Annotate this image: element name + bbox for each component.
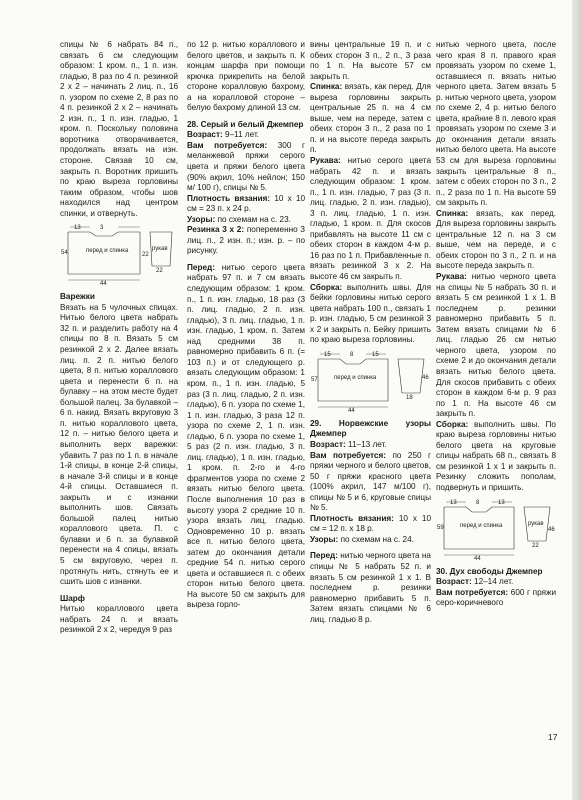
diagram-label: 13 [74,225,81,232]
diagram-label: 22 [532,542,539,549]
diagram-label: 59 [437,524,444,531]
sweater-schematic-1 [60,222,178,286]
front-instructions: Перед: нитью черного цвета на спицы № 5 набрать 52 п. и вязать 5 см резинкой 1 х 1. В последнем р. резинки равномерно прибавить 5 п. Затем вязать спицами № 6 лиц. гладью 8 р. [310,551,431,624]
spec-age: Возраст: 11–13 лет. [310,439,387,449]
diagram-label: 13 [498,499,505,506]
paragraph: нитью черного цвета, после чего края 8 п. правого края провязать узором по схеме 1, оставшиеся п. вязать нитью черного цвета. Затем вязать 5 р. нитью черного цвета, узором по схеме 2, 4 р. нитью белого цвета, крайние 8 п. левого края провязать узором по схеме 3 и до окончания детали вязать нитью белого цвета. На высоте 53 см для выреза горловины закрыть центральные 8 п., затем с обеих сторон по 3 п., 2 п., 2 раза по 1 п. На высоте 59 см закрыть п. [436,40,556,208]
paragraph: Вязать на 5 чулочных спицах. Нитью белого цвета набрать 32 п. и разделить работу на 4 спицы по 8 п. Вязать 5 см резинкой 2 х 2. Далее вязать лиц. п. 2 п. нитью белого цвета, 8 п. нитью кораллового цвета и перенести 6 п. на булавку – на этом месте будет большой палец. За булавкой – 6 п. накид. Вязать вкруговую 3 п. нитью кораллового цвета, 12 п. – нитью белого цвета и выполнить верх варежки: убавить 7 раз по 1 п. в начале 1-й спицы, в конце 2-й спицы, в начале 3-й спицы и в конце 4-й спицы. Оставшиеся п. закрыть и с изнанки выполнить шов. Связать большой палец нитью кораллового цвета. П. с булавки и 6 п. за булавкой перенести на 4 спицы, вязать 5 см вкруговую, через п. протянуть нить, стянуть ее и сшить шов с изнанки. [60,302,178,587]
assembly-instructions: Сборка: выполнить швы. Для бейки горловины нитью серого цвета набрать 100 п., связать 1 р. изн. гладью, 5 см резинкой 3 х 2 и закрыть п. Бейку пришить по краю выреза горловины. [310,282,432,345]
diagram-label: 54 [61,250,68,257]
diagram-label: перед и спинка [334,374,377,381]
back-instructions: Спинка: вязать, как перед. Для выреза горловины закрыть центральные 12 п. на 3 см выше, чем на переде, и с обеих сторон по 3 п., 2 п. и на высоте переда закрыть п. [436,208,556,271]
spec-materials: Вам потребуется: 600 г пряжи серо-коричневого [436,587,557,608]
diagram-label: перед и спинка [460,522,503,529]
column-3 [310,40,431,625]
page-spine-shadow [572,0,582,800]
diagram-label: рукав [152,246,168,253]
article-title: 28. Серый и белый Джемпер [187,119,304,129]
spec-density: Плотность вязания: 10 х 10 см = 12 п. х 18 р. [310,513,431,534]
sleeve-instructions: Рукава: нитью черного цвета на спицы № 5 набрать 30 п. и вязать 5 см резинкой 1 х 1. В последнем р. резинки равномерно прибавить 5 п. Затем вязать спицами № 6 лиц. гладью 26 см нитью черного цвета, узором по схеме 2 и до окончания детали вязать нитью белого цвета. Для скосов прибавить с обеих сторон в каждом 6-м р. 9 раз по 1 п. На высоте 46 см закрыть п. [436,272,556,419]
diagram-label: перед и спинка [86,248,129,255]
diagram-label: 22 [156,268,163,275]
spec-rib: Резинка 3 х 2: попеременно 3 лиц. п., 2 изн. п.; изн. р. – по рисунку. [187,225,305,256]
spec-patterns: Узоры: по схемам на с. 23. [187,214,291,224]
sleeve-instructions: Рукава: нитью серого цвета набрать 42 п. и вязать следующим образом: 1 кром. п., 1 п. изн. гладью, 7 раз (3 п. лиц. гладью, 2 п. изн. гладью), 3 п. лиц. гладью, 1 п. изн. гладью, 1 кром. п. Для скосов прибавлять на высоте 11 см с обеих сторон в каждом 4-м р. 16 раз по 1 п. Прибавленные п. вязать резинкой 3 х 2. На высоте 46 см закрыть п. [310,156,432,282]
diagram-label: 18 [406,394,413,401]
diagram-label: 8 [476,499,480,506]
paragraph: вины центральные 19 п. и с обеих сторон 3 п., 2 п., 3 раза по 1 п. На высоте 57 см закрыть п. [310,40,431,81]
diagram-label: 3 [100,225,104,232]
page-number: 17 [548,732,558,742]
section-heading: Варежки [60,292,95,302]
article-title: 30. Дух свободы Джемпер [436,566,543,576]
diagram-label: 46 [548,526,555,533]
diagram-label: 8 [350,351,354,358]
diagram-label: 13 [450,499,457,506]
column-1 [60,40,178,636]
spec-age: Возраст: 12–14 лет. [436,577,514,587]
front-instructions: Перед: нитью серого цвета набрать 97 п. и 7 см вязать следующим образом: 1 кром. п., 1 п. изн. гладью, 18 раз (3 п. лиц. гладью, 2 п. изн. гладью), 3 п. лиц. гладью, 1 п. изн. гладью, 1 кром. п. Затем над средними 38 п. равномерно прибавить 6 п. (= 103 п.) и от следующего р. вязать следующим образом: 1 кром. п., 1 п. изн. гладью, 5 раз (3 п. лиц. гладью, 2 п. изн. гладью), 6 п. узора по схеме 1, 1 п. изн. гладью, 3 раза 12 п. узора по схеме 2, 1 п. изн. гладью, 6 п. узора по схеме 1, 5 раз (2 п. изн. гладью, 3 п. лиц. гладью), 1 п. изн. гладью, 1 кром. п. 2-го и 4-го фрагментов узора по схеме 2 вязать нитью белого цвета. После выполнения 10 раз в высоту узора 2 средние 10 п. узора вязать лиц. гладью. Одновременно 10 р. вязать все п. нитью белого цвета, затем до окончания детали средние 54 п. нитью серого цвета и оставшиеся п. с обеих сторон нитью белого цвета. На высоте 50 см закрыть для выреза горло- [187,262,306,610]
article-title: 29. Норвежские узоры Джемпер [310,418,431,439]
sweater-schematic-3 [436,497,554,561]
diagram-label: 46 [422,374,429,381]
back-instructions: Спинка: вязать, как перед. Для выреза горловины закрыть центральные 25 п. на 4 см выше, чем на переде, затем с обеих сторон 3 п., 2 раза по 1 п. и на высоте переда закрыть п. [310,82,431,155]
spec-patterns: Узоры: по схемам на с. 24. [310,534,414,544]
sweater-schematic-2 [310,349,428,413]
paragraph: спицы № 6 набрать 84 п., связать 6 см следующим образом: 1 кром. п., 1 п. изн. гладью, 8 раз по 4 п. резинкой 2 х 2 – начинать 2 лиц. п., 16 п. узором по схеме 2, 8 раз по 4 п. резинкой 2 х 2 – начинать 2 изн. п., 1 п. изн. гладью, 1 кром. п. Поскольку половина воротника отворачивается, продолжать вязать на изн. стороне. Связав 10 см, закрыть п. Воротник пришить по краю выреза горловины таким образом, чтобы шов находился над центром спинки, и отвернуть. [60,40,178,218]
diagram-label: 22 [142,252,149,259]
diagram-label: 44 [474,555,481,562]
diagram-label: рукав [528,520,544,527]
diagram-label: 57 [311,376,318,383]
paragraph: по 12 р. нитью кораллового и белого цветов, и закрыть п. К концам шарфа при помощи крючка прикрепить на белой стороне коралловую бахрому, а на коралловой стороне – белую бахрому длиной 13 см. [187,40,305,113]
spec-age: Возраст: 9–11 лет. [187,130,260,140]
assembly-instructions: Сборка: выполнить швы. По краю выреза горловины нитью белого цвета на круговые спицы набрать 68 п., связать 8 см резинкой 1 х 1 и закрыть п. Резинку сложить пополам, подвернуть и пришить. [436,419,556,492]
paragraph: Нитью кораллового цвета набрать 24 п. и вязать резинкой 2 х 2, чередуя 9 раз [60,604,178,635]
spec-density: Плотность вязания: 10 х 10 см = 23 п. х 24 р. [187,193,305,214]
column-4 [436,40,556,609]
diagram-label: 44 [348,407,355,414]
spec-materials: Вам потребуется: 300 г меланжевой пряжи серого цвета и пряжи белого цвета (90% акрил, 10% нейлон; 150 м/ 100 г), спицы № 5. [187,140,306,193]
section-heading: Шарф [60,593,85,603]
diagram-label: 15 [324,351,331,358]
diagram-label: 44 [100,281,107,288]
spec-materials: Вам потребуется: по 250 г пряжи черного и белого цветов, 50 г пряжи красного цвета (100% акрил, 147 м/100 г), спицы № 5 и 6, круговые спицы № 5. [310,450,432,513]
diagram-label: 15 [372,351,379,358]
column-2 [187,40,305,611]
